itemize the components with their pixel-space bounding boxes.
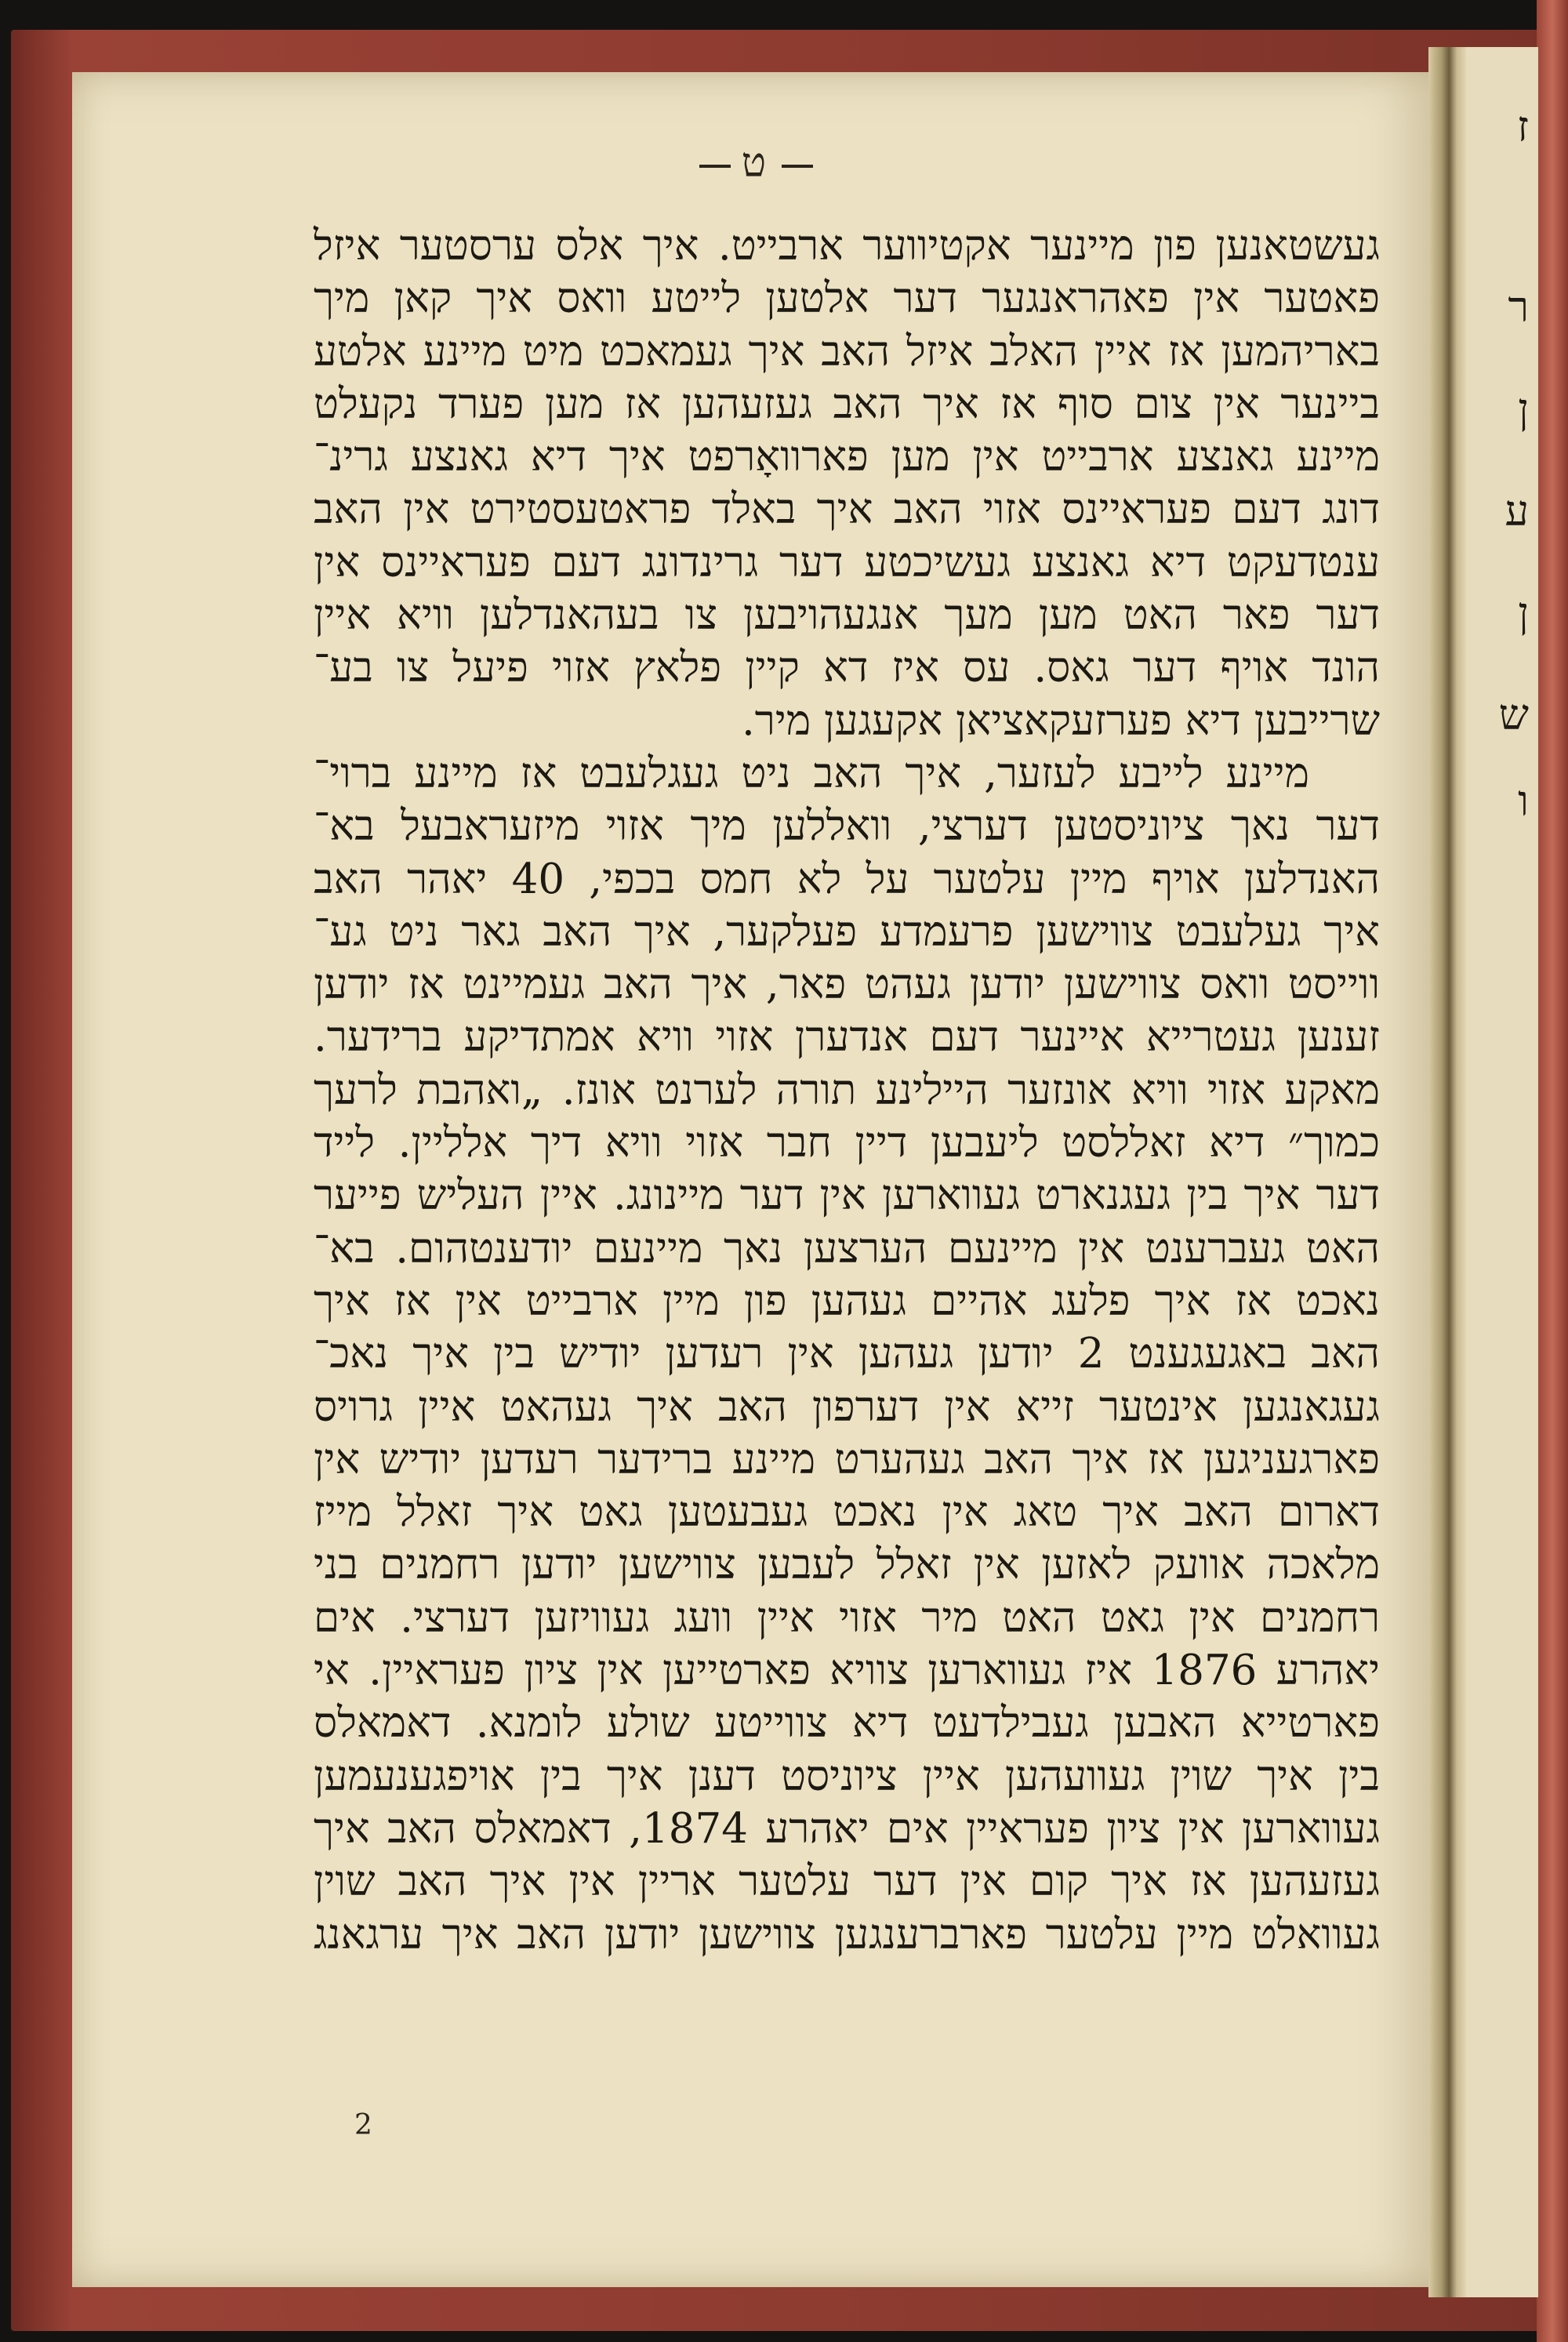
text-line: געווארען אין ציון פעראיין אים יאהרע 1874, דאמאלס האב איך: [314, 1804, 1381, 1853]
signature-mark: 2: [354, 2109, 372, 2141]
next-page-fragment: ן: [1518, 384, 1529, 434]
cover-edge: [1537, 0, 1568, 2342]
text-line: איך געלעבט צווישען פרעמדע פעלקער, איך האב גאר ניט גע־: [314, 907, 1380, 956]
text-line: מאקע אזוי וויא אונזער היילינע תורה לערנט אונז. „ואהבת לרעך: [314, 1066, 1380, 1114]
body-text: [314, 220, 1380, 1961]
text-line: האב באגעגענט 2 יודען געהען אין רעדען יודיש בין איך נאכ־: [314, 1330, 1380, 1378]
book-gutter: [1428, 47, 1466, 2297]
text-line: דונג דעם פעראיינס אזוי האב איך באלד פראטעסטירט אין האב: [314, 485, 1380, 534]
text-line: מיינע גאנצע ארבייט אין מען פארוואָרפט איך דיא גאנצע גרינ־: [314, 433, 1380, 481]
text-line: שרייבען דיא פערזעקאציאן אקעגען מיר.: [741, 696, 1380, 745]
text-line: האט געברענט אין מיינעם הערצען נאך מיינעם יודענטהום. בא־: [314, 1224, 1380, 1273]
text-line: בין איך שוין געוועהען איין ציוניסט דענן איך בין אויפגענעמען: [314, 1752, 1380, 1800]
next-page-fragment: ע: [1504, 486, 1529, 536]
text-line: רחמנים אין גאט האט מיר אזוי איין וועג געוויזען דערצי. אים: [314, 1593, 1380, 1642]
text-line: באריהמען אז איין האלב איזל האב איך געמאכט מיט מיינע אלטע: [314, 327, 1380, 376]
text-line: דארום האב איך טאג אין נאכט געבעטען גאט איך זאלל מייז: [314, 1488, 1380, 1537]
text-line: דער פאר האט מען מעך אנגעהויבען צו בעהאנדלען וויא איין: [314, 591, 1380, 640]
text-line: הונד אויף דער גאס. עס איז דא קיין פלאץ אזוי פיעל צו בע־: [314, 644, 1380, 692]
header-dash-right: [782, 165, 813, 168]
text-line: נאכט אז איך פלעג אהיים געהען פון מיין ארבייט אין אז איך: [314, 1276, 1380, 1325]
text-line: געזעהען אז איך קום אין דער עלטער אריין אין איך האב שוין: [314, 1857, 1380, 1906]
text-line: פארטייא האבען געבילדעט דיא צווייטע שולע לומנא. דאמאלס: [314, 1699, 1380, 1748]
next-page-fragment: ז: [1516, 102, 1529, 151]
next-page-fragment: ר: [1508, 282, 1529, 332]
text-line: ביינער אין צום סוף אז איך האב געזעהען אז מען פערד נקעלט: [314, 379, 1380, 428]
text-line: יאהרע 1876 איז געווארען צוויא פארטייען אין ציון פעראיין. אי: [314, 1647, 1380, 1695]
text-line: געשטאנען פון מיינער אקטיווער ארבייט. איך אלס ערסטער איזל: [314, 222, 1380, 270]
paragraph-2: [314, 747, 1380, 1961]
text-line: פארגעניגען אז איך האב געהערט מיינע ברידער רעדען יודיש אין: [314, 1435, 1380, 1483]
text-line: ווייסט וואס צווישען יודען געהט פאר, איך האב געמיינט אז יודען: [314, 960, 1380, 1009]
next-page-fragment: ש: [1498, 690, 1529, 739]
text-line: זענען געטרייא איינער דעם אנדערן אזוי וויא אמתדיקע ברידער.: [314, 1013, 1380, 1062]
text-line: האנדלען אויף מיין עלטער על לא חמס בכפי, 40 יאהר האב: [314, 855, 1380, 903]
page-number-header: [72, 140, 1440, 187]
text-line: דער איך בין געגנארט געווארען אין דער מיינונג. איין העליש פייער: [314, 1171, 1380, 1220]
next-page-fragment: ן: [1518, 588, 1529, 637]
paragraph-1: [314, 220, 1380, 747]
text-line: מלאכה אוועק לאזען אין זאלל לעבען צווישען יודען רחמנים בני: [314, 1541, 1380, 1589]
text-line: געגאנגען אינטער זייא אין דערפון האב איך געהאט איין גרויס: [314, 1382, 1380, 1431]
text-line: כמוך״ דיא זאללסט ליעבען דיין חבר אזוי וויא דיך אלליין. לייד: [314, 1119, 1380, 1167]
page-header-letter: ט: [741, 140, 771, 187]
text-line: פאטער אין פאהראנגער דער אלטען לייטע וואס איך קאן מיך: [314, 274, 1380, 323]
next-page-edge: [1466, 47, 1538, 2297]
text-line: ענטדעקט דיא גאנצע געשיכטע דער גרינדונג דעם פעראיינס אין: [314, 538, 1380, 586]
text-line: דער נאך ציוניסטען דערצי, וואללען מיך אזוי מיזעראבעל בא־: [314, 802, 1380, 851]
text-line: געוואלט מיין עלטער פארברענגען צווישען יודען האב איך ערגאנג: [314, 1910, 1380, 1959]
next-page-fragment: ו: [1518, 776, 1529, 826]
header-dash-left: [699, 165, 731, 168]
text-line: מיינע לייבע לעזער, איך האב ניט געגלעבט אז מיינע ברוי־: [314, 749, 1309, 797]
